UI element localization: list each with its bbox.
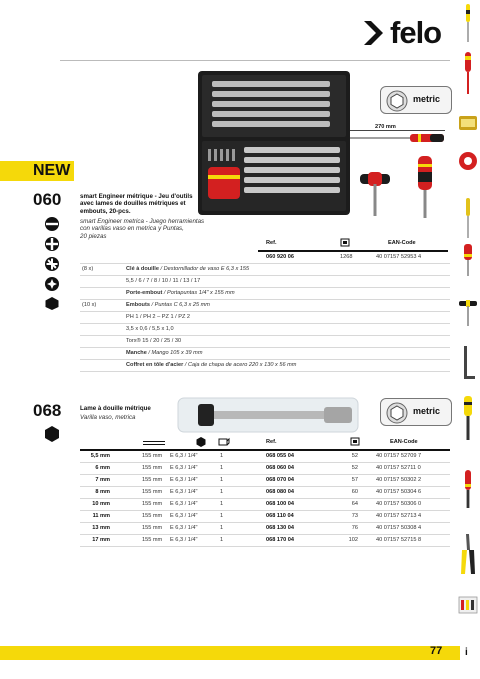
cell-length: 155 mm [142,525,163,531]
table-row [0,487,460,499]
bit-box-thumb-icon [458,110,478,136]
component-label: Porte-embout [126,290,163,296]
cell-drive: E 6,3 / 1/4" [170,453,198,459]
cell-size: 11 mm [92,513,110,519]
cell-length: 155 mm [142,453,163,459]
title-line: embouts, 20-pcs. [80,207,131,215]
table-row [0,523,460,535]
cell-qty: 52 [351,453,358,459]
cell-drive: E 6,3 / 1/4" [170,501,198,507]
precision-screwdriver-thumb-icon [458,198,478,240]
pozidriv-bit-icon [45,257,59,271]
hex-key-thumb-icon [458,344,478,384]
footer-band [0,646,460,660]
new-label: NEW [33,162,71,179]
dimension-line [350,130,445,131]
pliers-thumb-icon [458,532,478,576]
table-row [0,463,460,475]
component-label: Manche [126,350,147,356]
table-row [0,475,460,487]
component-row [126,264,249,275]
cell-qty: 57 [351,477,358,483]
cell-pack: 1 [220,513,224,519]
cell-pack: 1 [220,465,224,471]
box-quantity-icon [340,238,350,247]
cell-ref: 068 110 04 [266,513,294,519]
component-qty: (8 x) [82,266,94,272]
cell-size: 6 mm [95,465,110,471]
handle-configurations-image [360,152,440,220]
component-text: 5,5 / 6 / 7 / 8 / 10 / 11 / 13 / 17 [126,278,201,284]
cell-pack: 1 [220,489,224,495]
cell-size: 17 mm [92,537,110,543]
slotted-bit-icon [45,217,59,231]
cell-ref: 068 100 04 [266,501,294,507]
component-text: / Portapuntas 1/4" x 155 mm [162,290,235,296]
component-row [126,360,296,371]
box-quantity-icon [350,437,360,446]
torx-bit-icon [45,277,59,291]
t-handle-thumb-icon [458,244,478,278]
subtitle-line: smart Engineer metrica - Juego herramientas [80,218,205,225]
tool-rack-thumb-icon [458,594,478,616]
table-row [0,535,460,547]
cell-drive: E 6,3 / 1/4" [170,525,198,531]
table-row [0,499,460,511]
col-header-ref: Ref. [266,240,277,246]
hex-socket-icon [42,426,62,442]
cell-drive: E 6,3 / 1/4" [170,537,198,543]
cell-size: 13 mm [92,525,110,531]
tape-thumb-icon [458,148,478,174]
toolset-case-image [194,67,354,219]
col-header-ean: EAN-Code [388,240,416,246]
product-code-068: 068 [33,401,62,420]
felo-chevron-icon [362,19,388,47]
component-row [126,348,202,359]
cell-ean: 40 07157 50304 6 [376,489,422,495]
cell-drive: E 6,3 / 1/4" [170,489,198,495]
header-divider [60,60,450,61]
component-row [126,288,235,299]
component-row [126,324,174,335]
table-row [0,451,460,463]
cell-length: 155 mm [142,501,163,507]
screwdriver-thumb-icon [458,4,478,44]
page-number: 77 [430,645,443,657]
component-label: Embouts [126,302,150,308]
cell-ref: 068 060 04 [266,465,294,471]
vde-screwdriver-thumb-icon [458,52,478,96]
cell-size: 10 mm [92,501,110,507]
cell-length: 155 mm [142,465,163,471]
cell-ean: 40 07157 52715 8 [376,537,422,543]
component-label: Clé à douille [126,266,159,272]
component-text: / Puntas C 6,3 x 25 mm [149,302,210,308]
cell-qty: 73 [351,513,358,519]
cell-length: 155 mm [142,489,163,495]
cell-ref: 068 130 04 [266,525,294,531]
section-letter: i [465,647,468,658]
cell-ean: 40 07157 50302 2 [376,477,422,483]
dimension-label: 270 mm [375,124,396,130]
brand-name: felo [390,15,442,50]
component-text: / Mango 105 x 39 mm [146,350,203,356]
item-qty: 1268 [340,254,353,260]
product-subtitle-068: Varilla vaso, metrica [80,414,136,421]
cell-drive: E 6,3 / 1/4" [170,465,198,471]
cell-qty: 52 [351,465,358,471]
cell-pack: 1 [220,525,224,531]
cell-size: 5,5 mm [90,453,110,459]
metric-label: metric [413,406,441,416]
subtitle-line: con varillas vaso en metrica y Puntas, [80,225,184,233]
cell-pack: 1 [220,477,224,483]
handle-with-bit-image [350,133,446,143]
cell-length: 155 mm [142,477,163,483]
cell-ean: 40 07157 52711 0 [376,465,421,471]
hex-socket-icon [386,90,408,112]
t-handle-key-thumb-icon [458,298,478,328]
metric-badge [380,398,452,426]
cell-ref: 068 080 04 [266,489,294,495]
phillips-bit-icon [45,237,59,251]
product-subtitle-060 [80,218,204,240]
hex-socket-icon [46,297,59,310]
metric-badge [380,86,452,114]
cell-ref: 068 170 04 [266,537,294,543]
component-text: 3,5 x 0,6 / 5,5 x 1,0 [126,326,174,332]
component-row [126,336,181,347]
row-divider [80,371,450,372]
component-text: / Caja de chapa de acero 220 x 130 x 56 mm [183,362,297,368]
cell-length: 155 mm [142,513,163,519]
cell-ean: 40 07157 52713 4 [376,513,422,519]
cell-pack: 1 [220,453,224,459]
component-text: Torx® 15 / 20 / 25 / 30 [126,338,182,344]
hex-socket-icon [386,402,408,424]
brand-logo [362,15,450,50]
metric-label: metric [413,94,441,104]
component-text: / Destornillador de vaso E 6,3 x 155 [158,266,250,272]
row-divider [80,546,450,547]
product-code-060: 060 [33,190,62,209]
component-qty: (10 x) [82,302,97,308]
cell-drive: E 6,3 / 1/4" [170,513,198,519]
cell-ref: 068 070 04 [266,477,294,483]
title-line: smart Engineer métrique - Jeu d'outils [80,193,193,200]
cell-ean: 40 07157 52709 7 [376,453,422,459]
cell-ean: 40 07157 50308 4 [376,525,422,531]
cell-qty: 64 [351,501,358,507]
product-title-060 [80,193,193,215]
component-label: Coffret en tôle d'acier [126,362,184,368]
col-header-ean-068: EAN-Code [390,439,418,445]
cell-ref: 068 055 04 [266,453,294,459]
cell-qty: 76 [351,525,358,531]
nut-driver-thumb-icon [458,396,478,442]
drive-hex-icon [196,437,206,447]
product-title-068: Lame à douille métrique [80,405,151,412]
component-row [126,312,190,323]
pack-icon [218,437,230,447]
item-ean: 40 07157 52953 4 [376,254,422,260]
subtitle-line: 20 piezas [80,232,107,240]
cell-ean: 40 07157 50306 0 [376,501,422,507]
ratchet-thumb-icon [458,470,478,510]
cell-size: 8 mm [95,489,110,495]
cell-drive: E 6,3 / 1/4" [170,477,198,483]
cell-pack: 1 [220,501,224,507]
component-text: PH 1 / PH 2 – PZ 1 / PZ 2 [126,314,191,320]
bit-type-icons [42,216,62,310]
item-ref: 060 920 06 [266,254,294,260]
title-line: avec lames de douilles métriques et [80,200,186,208]
component-row [126,300,210,311]
cell-length: 155 mm [142,537,163,543]
socket-blade-image [176,396,360,434]
cell-qty: 102 [348,537,358,543]
col-header-ref-068: Ref. [266,439,277,445]
cell-pack: 1 [220,537,224,543]
cell-size: 7 mm [95,477,110,483]
length-icon [142,438,166,448]
table-row [0,511,460,523]
component-row [126,276,200,287]
cell-qty: 60 [351,489,358,495]
